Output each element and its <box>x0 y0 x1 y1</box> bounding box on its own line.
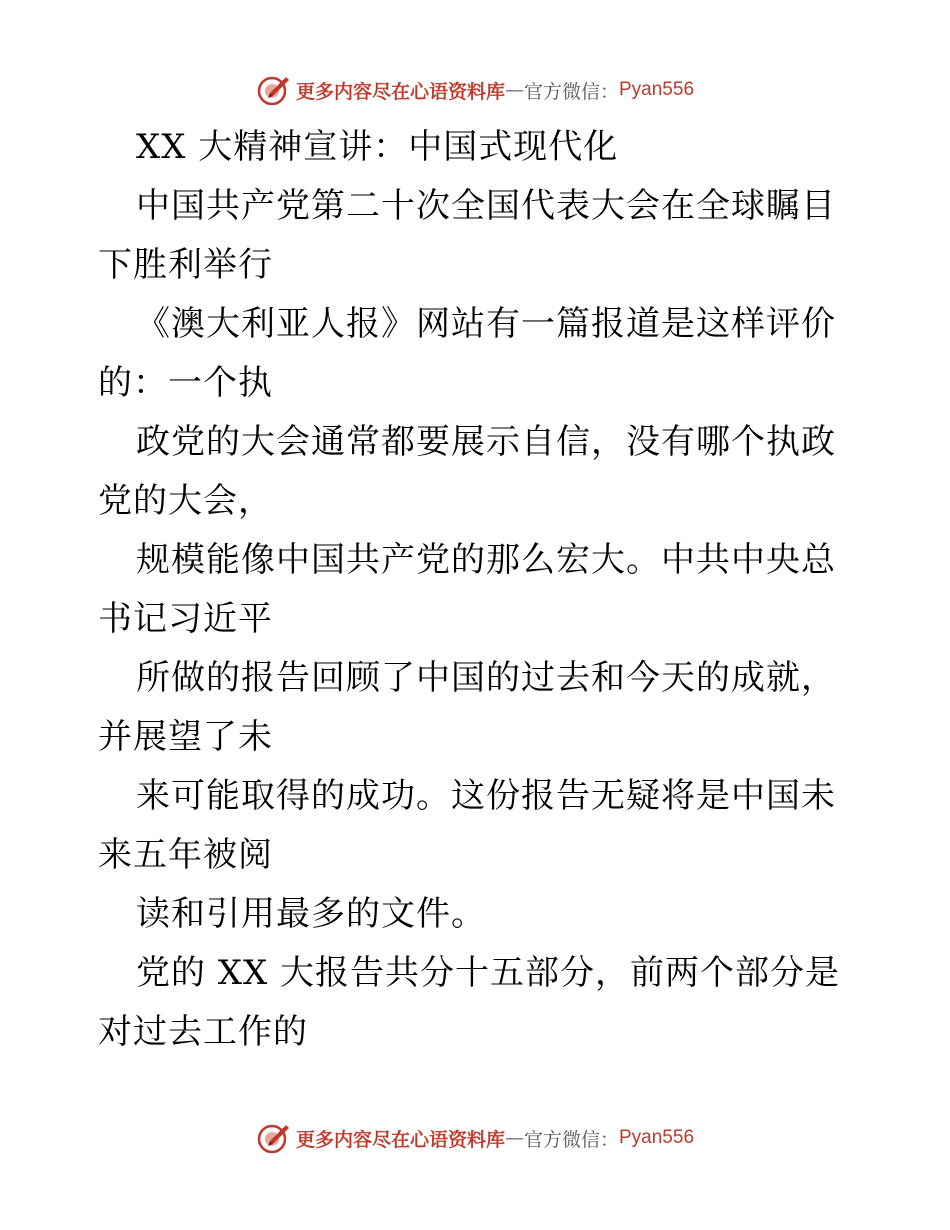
document-body <box>98 118 858 1062</box>
watermark-sub-text: 官方微信： <box>523 1128 619 1151</box>
pen-logo-icon <box>256 73 290 107</box>
watermark-sub-text: 官方微信： <box>523 80 619 103</box>
paragraph: 所做的报告回顾了中国的过去和今天的成就，并展望了未 <box>98 658 836 757</box>
paragraph: 《澳大利亚人报》网站有一篇报道是这样评价的：一个执 <box>98 304 836 403</box>
paragraph: 规模能像中国共产党的那么宏大。中共中央总书记习近平 <box>98 540 836 639</box>
watermark-dash: — <box>504 79 524 101</box>
watermark-dash: — <box>504 1127 524 1149</box>
paragraph: 来可能取得的成功。这份报告无疑将是中国未来五年被阅 <box>98 776 836 875</box>
watermark-wechat-id: Pyan556 <box>619 79 695 100</box>
paragraph: 读和引用最多的文件。 <box>136 894 486 934</box>
watermark-main-text: 更多内容尽在心语资料库 <box>295 80 505 103</box>
watermark-wechat-id: Pyan556 <box>619 1127 695 1148</box>
document-title: XX 大精神宣讲：中国式现代化 <box>136 127 619 167</box>
footer-watermark <box>0 1118 950 1158</box>
watermark-main-text: 更多内容尽在心语资料库 <box>295 1128 505 1151</box>
paragraph: 中国共产党第二十次全国代表大会在全球瞩目下胜利举行 <box>98 186 836 285</box>
paragraph: 政党的大会通常都要展示自信，没有哪个执政党的大会， <box>98 422 836 521</box>
header-watermark <box>0 70 950 110</box>
pen-logo-icon <box>256 1121 290 1155</box>
paragraph: 党的 XX 大报告共分十五部分，前两个部分是对过去工作的 <box>98 953 841 1052</box>
